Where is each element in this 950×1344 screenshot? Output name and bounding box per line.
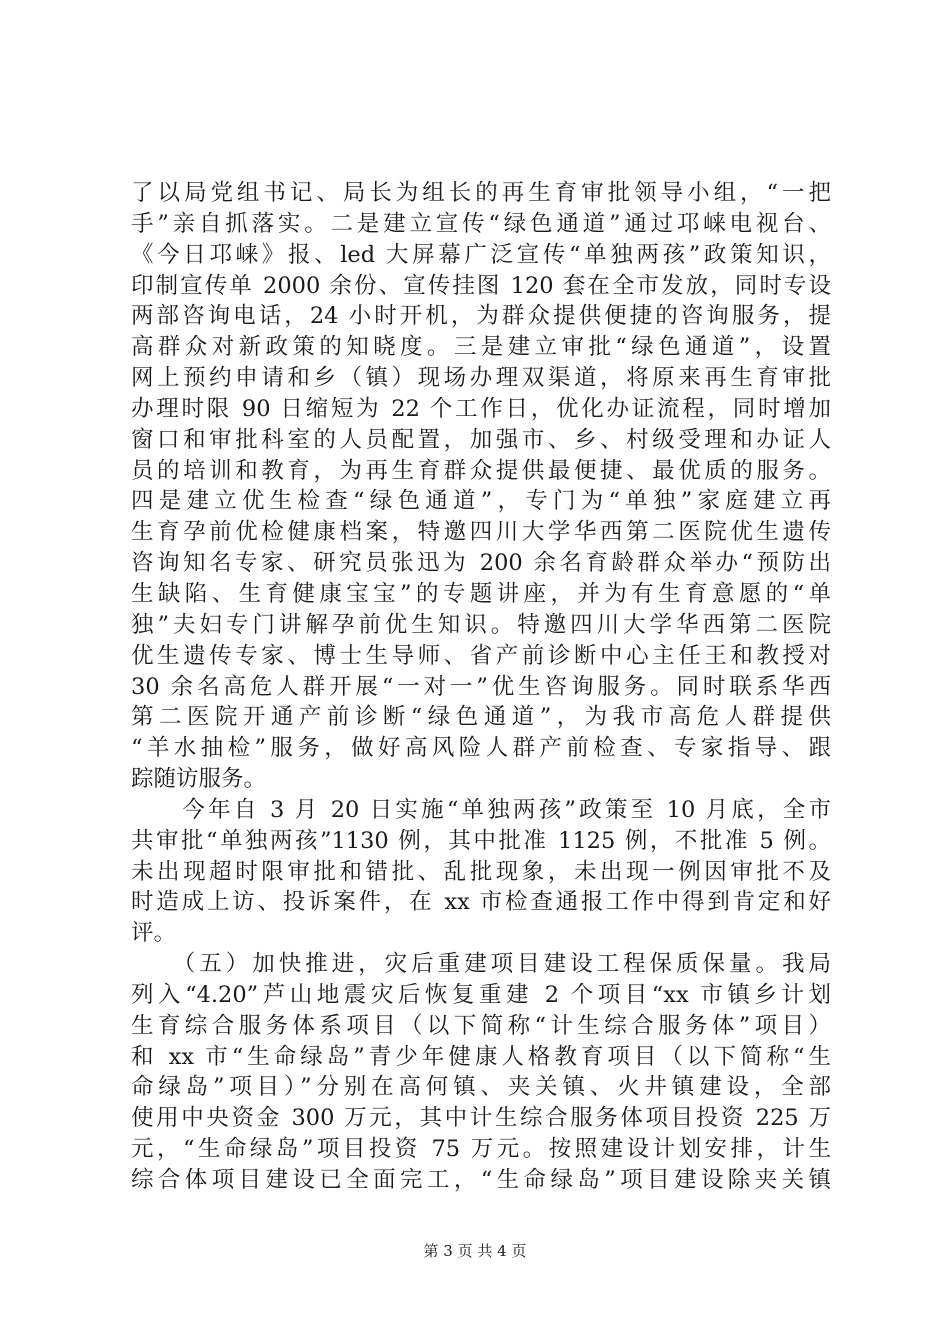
text-line: 踪随访服务。 [131, 766, 267, 793]
text-line: 时造成上访、投诉案件，在 xx 市检查通报工作中得到肯定和好 [131, 889, 831, 916]
text-line: 生育孕前优检健康档案，特邀四川大学华西第二医院优生遗传 [131, 519, 831, 546]
text-line: 窗口和审批科室的人员配置，加强市、乡、村级受理和办证人 [131, 426, 831, 453]
text-line: 网上预约申请和乡（镇）现场办理双渠道，将原来再生育审批 [131, 365, 831, 392]
text-line: 列入“4.20”芦山地震灾后恢复重建 2 个项目“xx 市镇乡计划 [131, 981, 831, 1008]
document-body [131, 178, 831, 1196]
text-line: 第二医院开通产前诊断“绿色通道”，为我市高危人群提供 [131, 704, 831, 731]
text-line: 生育综合服务体系项目（以下简称“计生综合服务体”项目） [131, 1012, 831, 1039]
text-line: 咨询知名专家、研究员张迅为 200 余名育龄群众举办“预防出 [131, 550, 831, 577]
text-line: 办理时限 90 日缩短为 22 个工作日，优化办证流程，同时增加 [131, 395, 831, 422]
text-line: 命绿岛”项目）”分别在高何镇、夹关镇、火井镇建设，全部 [131, 1074, 831, 1101]
text-line: 今年自 3 月 20 日实施“单独两孩”政策至 10 月底，全市 [131, 796, 831, 823]
page-footer: 第 3 页 共 4 页 [423, 1242, 527, 1260]
text-line: 优生遗传专家、博士生导师、省产前诊断中心主任王和教授对 [131, 642, 831, 669]
text-line: 综合体项目建设已全面完工，“生命绿岛”项目建设除夹关镇 [131, 1167, 831, 1193]
text-line: 独”夫妇专门讲解孕前优生知识。特邀四川大学华西第二医院 [131, 611, 831, 638]
text-line: 手”亲自抓落实。二是建立宣传“绿色通道”通过邛崃电视台、 [131, 210, 831, 237]
text-line: 评。 [131, 920, 177, 947]
text-line: 共审批“单独两孩”1130 例，其中批准 1125 例，不批准 5 例。 [131, 827, 831, 854]
text-line: 《今日邛崃》报、led 大屏幕广泛宣传“单独两孩”政策知识， [131, 241, 831, 268]
text-line: 生缺陷、生育健康宝宝”的专题讲座，并为有生育意愿的“单 [131, 580, 831, 607]
text-line: 未出现超时限审批和错批、乱批现象，未出现一例因审批不及 [131, 858, 831, 885]
text-line: 了以局党组书记、局长为组长的再生育审批领导小组，“一把 [131, 180, 831, 206]
text-line: 30 余名高危人群开展“一对一”优生咨询服务。同时联系华西 [131, 673, 831, 700]
text-line: 元，“生命绿岛”项目投资 75 万元。按照建设计划安排，计生 [131, 1136, 831, 1163]
text-line: 四是建立优生检查“绿色通道”，专门为“单独”家庭建立再 [131, 488, 831, 515]
text-line: “羊水抽检”服务，做好高风险人群产前检查、专家指导、跟 [131, 735, 831, 762]
text-line: 和 xx 市“生命绿岛”青少年健康人格教育项目（以下简称“生 [131, 1043, 831, 1070]
text-line: （五）加快推进，灾后重建项目建设工程保质保量。我局 [131, 951, 831, 978]
text-line: 使用中央资金 300 万元，其中计生综合服务体项目投资 225 万 [131, 1105, 831, 1132]
text-line: 印制宣传单 2000 余份、宣传挂图 120 套在全市发放，同时专设 [131, 272, 831, 299]
text-line: 两部咨询电话，24 小时开机，为群众提供便捷的咨询服务，提 [131, 303, 831, 330]
text-line: 员的培训和教育，为再生育群众提供最便捷、最优质的服务。 [131, 457, 831, 484]
text-line: 高群众对新政策的知晓度。三是建立审批“绿色通道”，设置 [131, 334, 831, 361]
